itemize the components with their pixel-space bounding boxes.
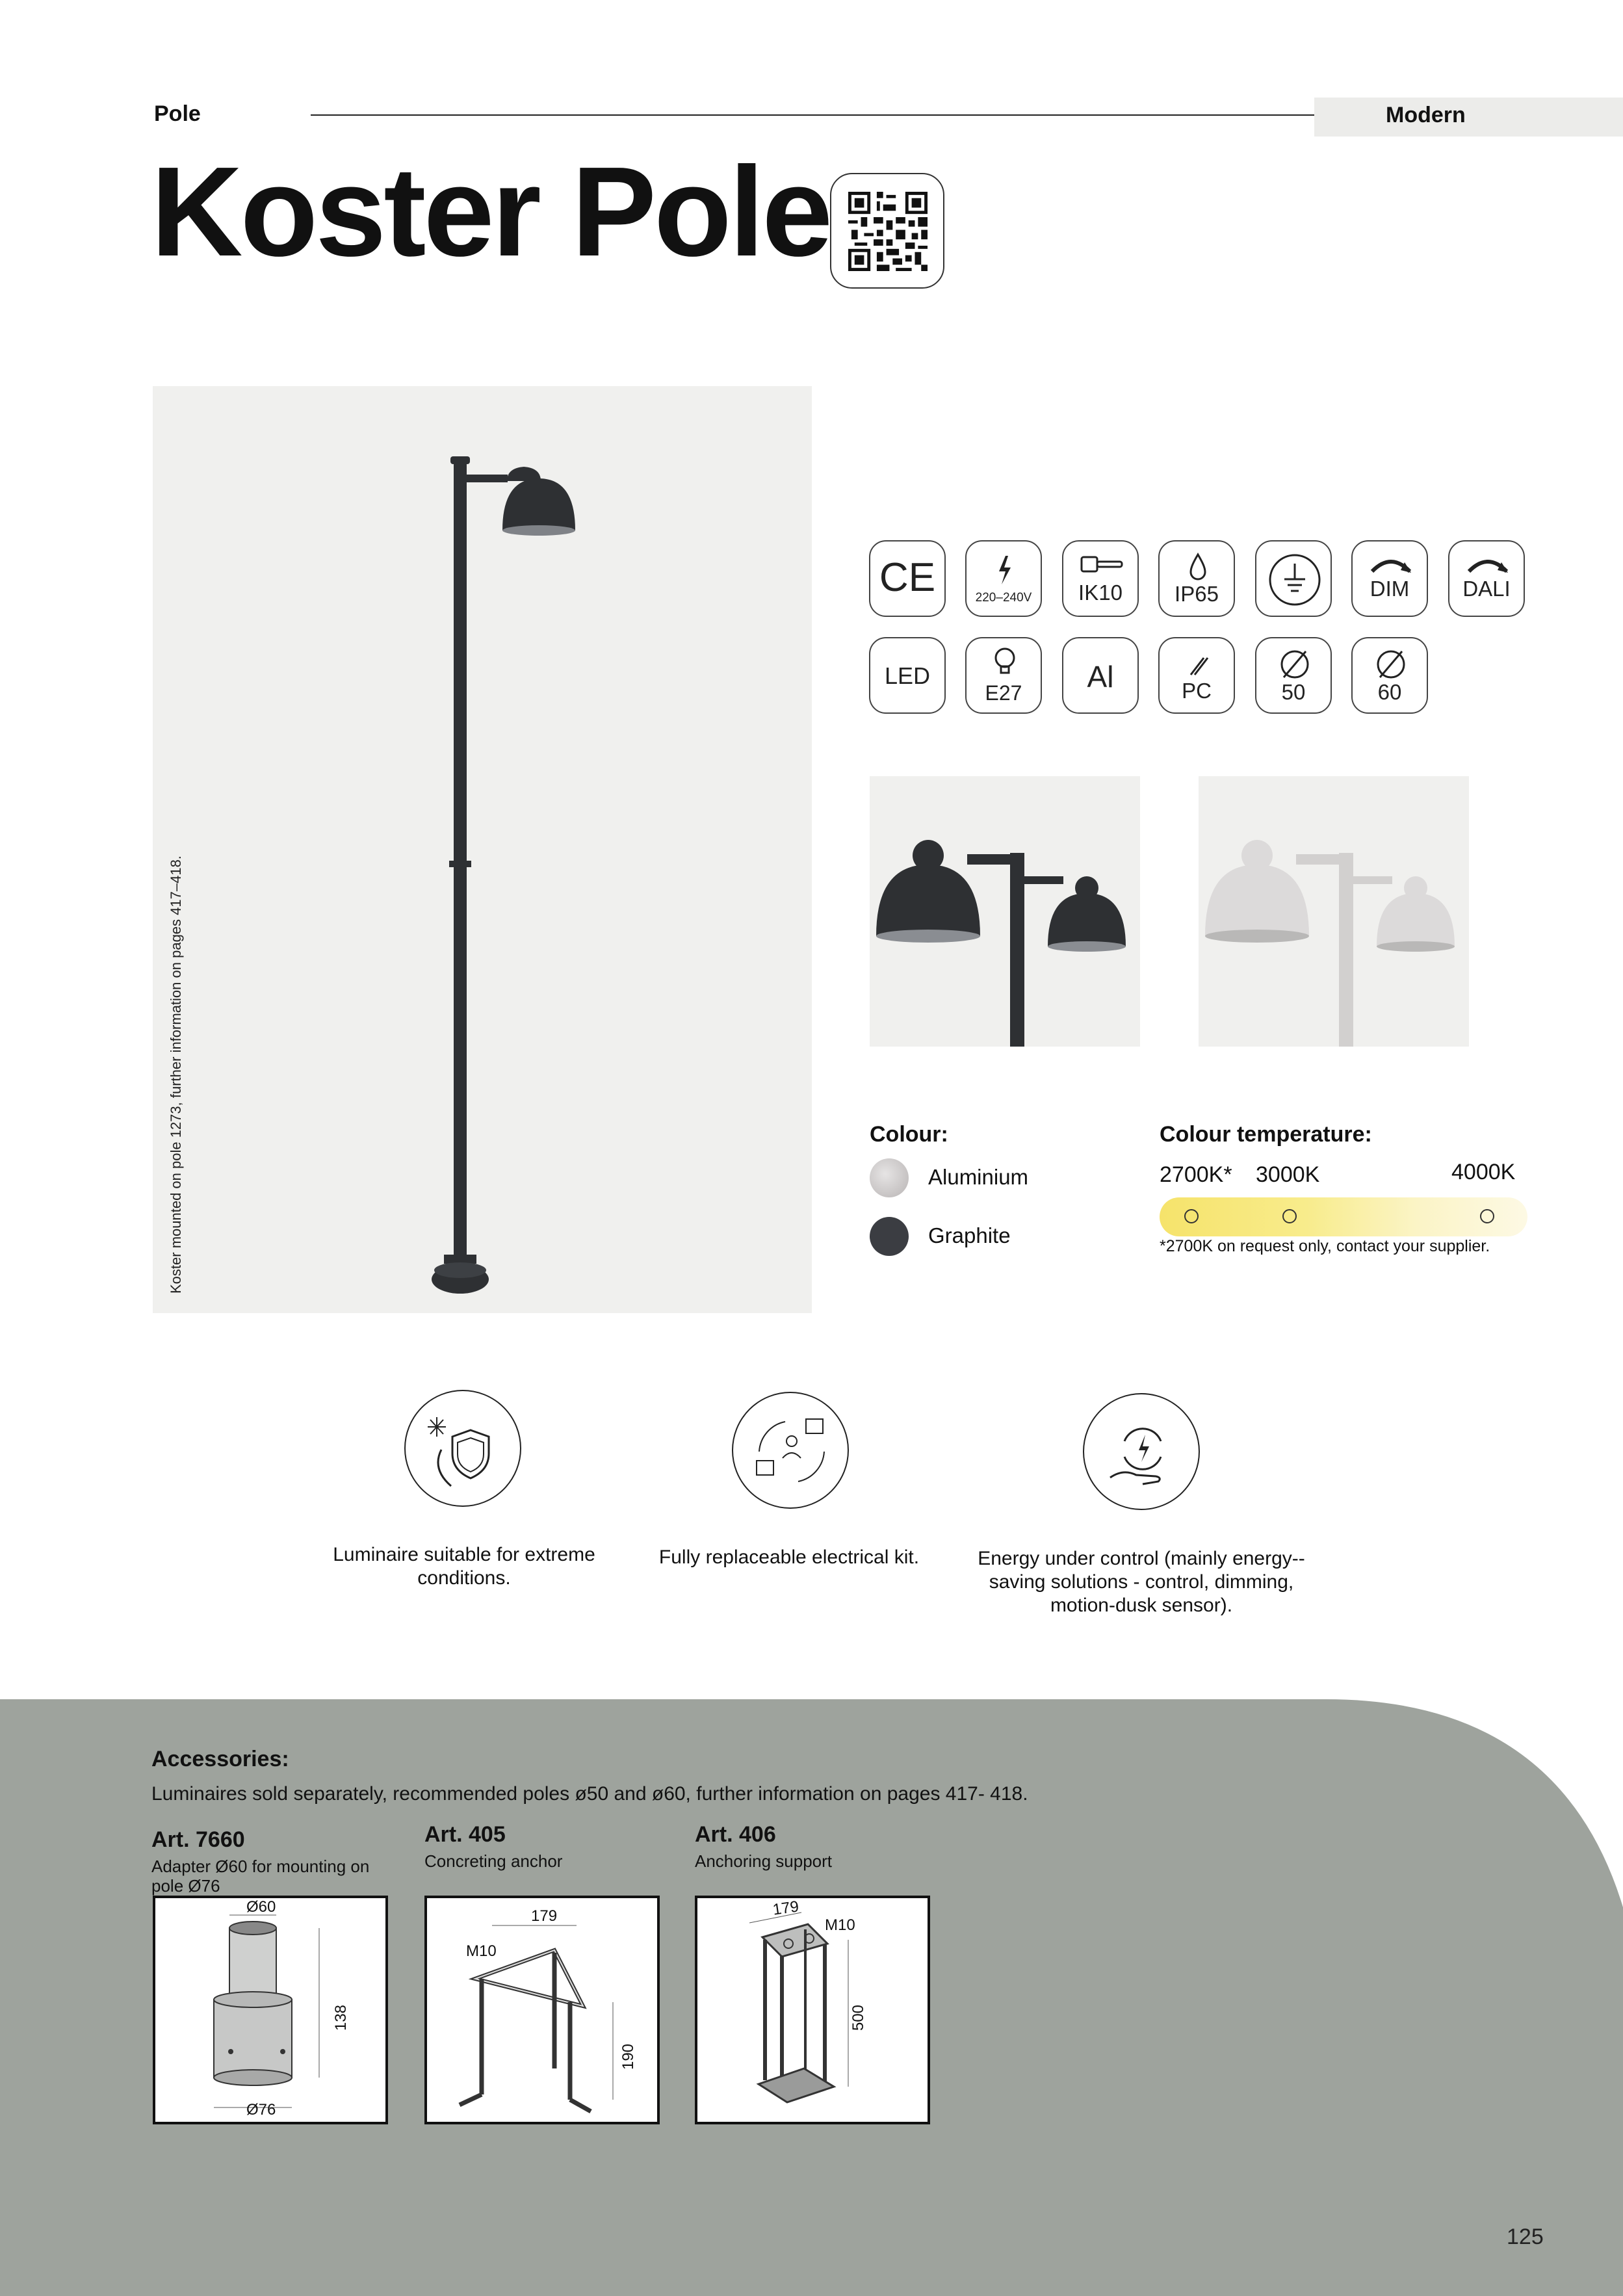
art-7660-title: Art. 7660 [151,1827,245,1852]
feature-text-extreme: Luminaire suitable for extreme conditions. [333,1544,595,1589]
art-405-title: Art. 405 [424,1822,506,1847]
colour-heading: Colour: [870,1122,948,1147]
graphite-variant-photo [870,776,1140,1047]
dim-179: 179 [772,1898,800,1919]
bulb-icon: E27 [965,637,1042,714]
qr-code[interactable] [830,173,944,289]
dim-m10: M10 [466,1942,497,1960]
qr-code-icon [848,192,928,271]
art-406-drawing [695,1896,930,2124]
header-divider [311,114,1316,116]
aluminium-label: Aluminium [928,1165,1029,1189]
dali-icon: DALI [1448,540,1525,617]
ct-3000k: 3000K [1256,1162,1320,1187]
pole-luminaire-illustration [153,386,812,1313]
led-icon: LED [869,637,946,714]
diameter-icon: 60 [1351,637,1428,714]
replaceable-kit-icon [732,1392,849,1509]
art-405-description: Concreting anchor [424,1851,563,1871]
art-406-title: Art. 406 [695,1822,776,1847]
photo-caption: Koster mounted on pole 1273, further information on pages 417–418. [168,855,184,1294]
ct-2700k: 2700K* [1160,1162,1232,1187]
style-tag [1314,98,1623,137]
product-title: Koster Pole [151,140,831,283]
graphite-swatch[interactable] [870,1217,909,1256]
accessories-heading: Accessories: [151,1747,289,1771]
style-tag-label: Modern [1386,103,1466,127]
dim-138: 138 [332,2004,350,2031]
energy-control-icon [1083,1393,1200,1510]
dim-m10: M10 [825,1916,855,1934]
feature-text-energy: Energy under control (mainly energy--saving solutions - control, dimming, motion-dusk sensor). [978,1548,1305,1616]
dim-179: 179 [531,1907,558,1925]
water-drop-icon: IP65 [1158,540,1235,617]
polycarbonate-icon: PC [1158,637,1235,714]
colour-temperature-heading: Colour temperature: [1160,1122,1372,1147]
page-number: 125 [1507,2224,1544,2249]
extreme-conditions-shield-icon [404,1390,521,1507]
ct-4000k: 4000K [1451,1160,1516,1184]
hammer-icon: IK10 [1062,540,1139,617]
main-product-photo [153,386,812,1313]
category-label: Pole [154,101,201,126]
art-7660-drawing [153,1896,388,2124]
dim-diameter-60: Ø60 [246,1898,276,1916]
dim-500: 500 [850,2004,868,2031]
aluminium-swatch[interactable] [870,1158,909,1197]
ce-mark-icon: CE [869,540,946,617]
colour-temperature-note: *2700K on request only, contact your supplier. [1160,1237,1490,1255]
ct-marker-3000k[interactable] [1282,1209,1297,1223]
feature-text-kit: Fully replaceable electrical kit. [658,1546,920,1568]
art-405-drawing [424,1896,660,2124]
dim-diameter-76: Ø76 [246,2101,276,2119]
art-406-description: Anchoring support [695,1851,833,1871]
colour-temperature-bar [1160,1197,1527,1236]
earth-ground-icon [1255,540,1332,617]
graphite-label: Graphite [928,1223,1011,1247]
ct-marker-2700k[interactable] [1184,1209,1199,1223]
accessories-subtitle: Luminaires sold separately, recommended poles ø50 and ø60, further information on pages 417- 418. [151,1783,1028,1805]
art-7660-description: Adapter Ø60 for mounting on pole Ø76 [151,1857,370,1896]
ct-marker-4000k[interactable] [1480,1209,1494,1223]
dim-icon: DIM [1351,540,1428,617]
aluminium-variant-photo [1199,776,1469,1047]
dim-190: 190 [619,2043,638,2070]
aluminium-icon: Al [1062,637,1139,714]
voltage-icon: 220–240V [965,540,1042,617]
diameter-icon: 50 [1255,637,1332,714]
